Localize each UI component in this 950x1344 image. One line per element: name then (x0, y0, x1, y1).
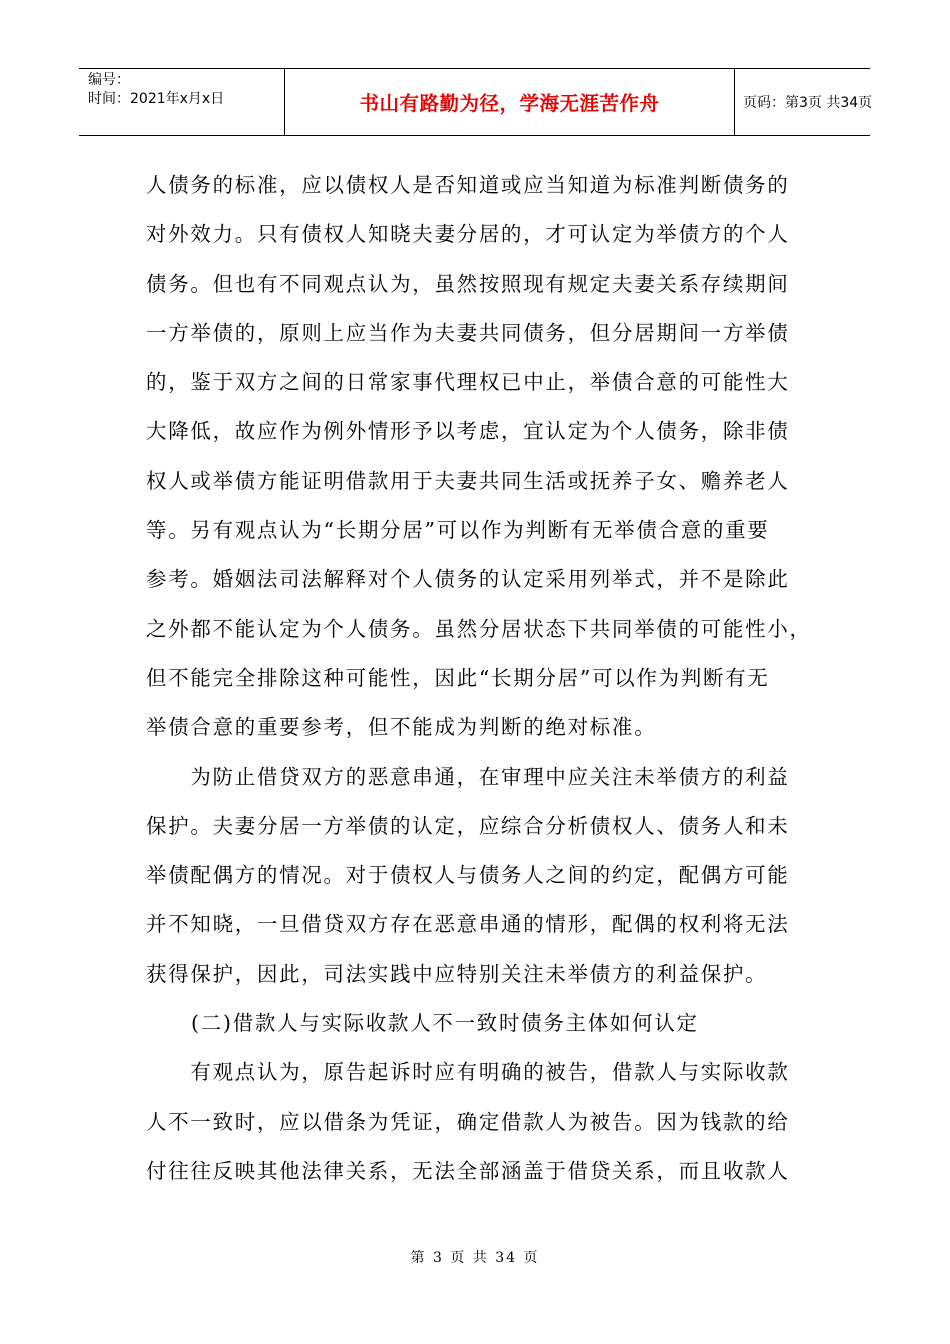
body-line: 举债配偶方的情况。对于债权人与债务人之间的约定，配偶方可能 (146, 863, 790, 888)
header-motto: 书山有路勤为径，学海无涯苦作舟 (284, 69, 735, 135)
body-line: 一方举债的，原则上应当作为夫妻共同债务，但分居期间一方举债 (146, 320, 790, 345)
body-line: 有观点认为，原告起诉时应有明确的被告，借款人与实际收款 (146, 1060, 790, 1085)
body-line: 人不一致时，应以借条为凭证，确定借款人为被告。因为钱款的给 (146, 1109, 790, 1134)
body-line: 保护。夫妻分居一方举债的认定，应综合分析债权人、债务人和未 (146, 813, 790, 838)
document-body (146, 161, 821, 1196)
body-line: 之外都不能认定为个人债务。虽然分居状态下共同举债的可能性小， (146, 616, 812, 641)
body-line: 但不能完全排除这种可能性，因此“长期分居”可以作为判断有无 (146, 665, 770, 690)
document-time-label: 时间：2021年x月x日 (88, 91, 225, 107)
document-number-label: 编号： (88, 72, 130, 88)
body-line: 参考。婚姻法司法解释对个人债务的认定采用列举式，并不是除此 (146, 567, 790, 592)
section-heading: (二)借款人与实际收款人不一致时债务主体如何认定 (191, 1011, 699, 1036)
body-line: 债务。但也有不同观点认为，虽然按照现有规定夫妻关系存续期间 (146, 271, 790, 296)
body-line: 人债务的标准，应以债权人是否知道或应当知道为标准判断债务的 (146, 173, 790, 197)
body-line: 为防止借贷双方的恶意串通，在审理中应关注未举债方的利益 (146, 764, 790, 789)
body-line: 权人或举债方能证明借款用于夫妻共同生活或抚养子女、赡养老人 (146, 468, 790, 493)
header-meta (79, 69, 284, 135)
body-line: 的，鉴于双方之间的日常家事代理权已中止，举债合意的可能性大 (146, 370, 790, 395)
body-line: 并不知晓，一旦借贷双方存在恶意串通的情形，配偶的权利将无法 (146, 912, 790, 937)
body-line: 获得保护，因此，司法实践中应特别关注未举债方的利益保护。 (146, 961, 768, 986)
page-footer: 第 3 页 共 34 页 (410, 1250, 540, 1266)
header-page-code: 页码：第3页 共34页 (743, 95, 873, 111)
body-line: 举债合意的重要参考，但不能成为判断的绝对标准。 (146, 715, 657, 740)
document-header (79, 68, 873, 136)
body-line: 付往往反映其他法律关系，无法全部涵盖于借贷关系，而且收款人 (146, 1158, 790, 1183)
body-line: 对外效力。只有债权人知晓夫妻分居的，才可认定为举债方的个人 (146, 222, 790, 247)
body-line: 等。另有观点认为“长期分居”可以作为判断有无举债合意的重要 (146, 518, 770, 543)
body-line: 大降低，故应作为例外情形予以考虑，宜认定为个人债务，除非债 (146, 419, 790, 444)
